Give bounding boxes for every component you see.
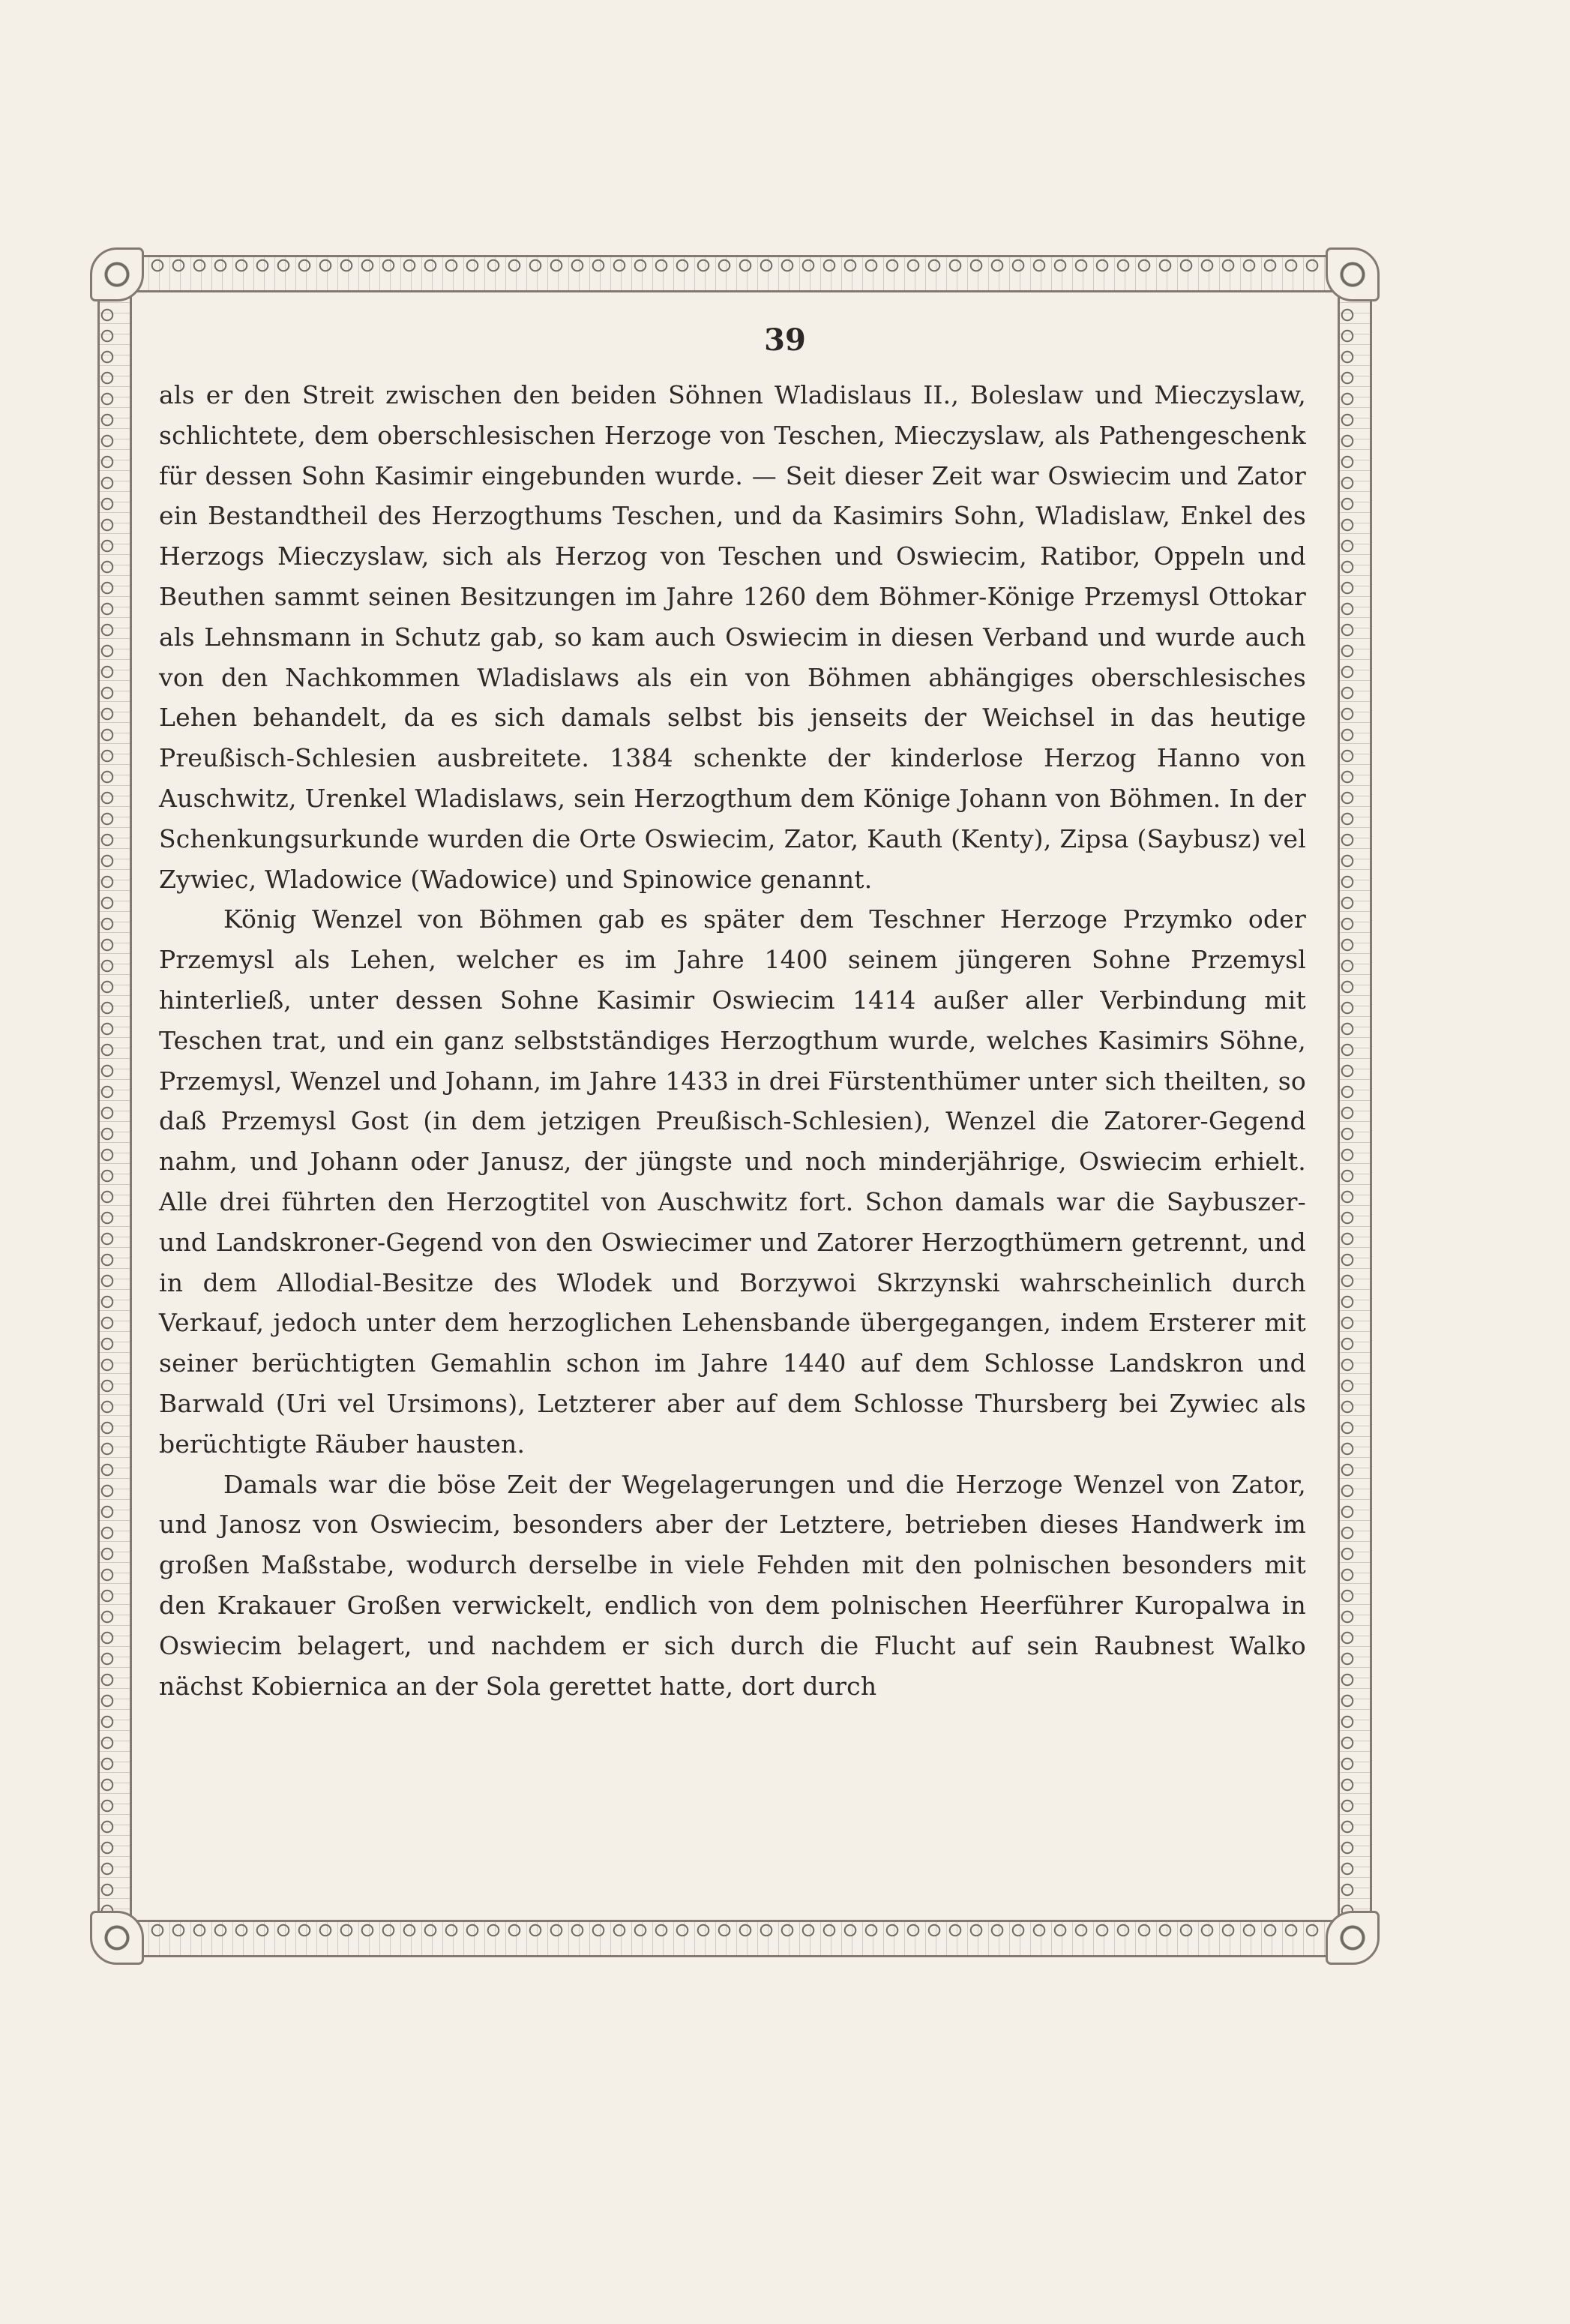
ornament-border-left (97, 283, 132, 1929)
body-text (159, 375, 1306, 1706)
ornament-border-bottom (126, 1920, 1344, 1957)
page-number: 39 (764, 322, 806, 358)
ornament-border-right (1338, 283, 1372, 1929)
paragraph: König Wenzel von Böhmen gab es später dem Teschner Herzoge Przymko oder Przemysl als Lehen, welcher es im Jahre 1400 seinem jüngeren Sohne Przemysl hinterließ, unter dessen Sohne Kasimir Oswiecim 1414 außer aller Verbindung mit Teschen trat, und ein ganz selbstständiges Herzogthum wurde, welches Kasimirs Söhne, Przemysl, Wenzel und Johann, im Jahre 1433 in drei Fürstenthümer unter sich theilten, so daß Przemysl Gost (in dem jetzigen Preußisch-Schlesien), Wenzel die Zatorer-Gegend nahm, und Johann oder Janusz, der jüngste und noch minderjährige, Oswiecim erhielt. Alle drei führten den Herzogtitel von Auschwitz fort. Schon damals war die Saybuszer- und Landskroner-Gegend von den Oswiecimer und Zatorer Herzogthümern getrennt, und in dem Allodial-Besitze des Wlodek und Borzywoi Skrzynski wahrscheinlich durch Verkauf, jedoch unter dem herzoglichen Lehensbande übergegangen, indem Ersterer mit seiner berüchtigten Gemahlin schon im Jahre 1440 auf dem Schlosse Landskron und Barwald (Uri vel Ursimons), Letzterer aber auf dem Schlosse Thursberg bei Zywiec als berüchtigte Räuber hausten. (159, 904, 1306, 1459)
paragraph: Damals war die böse Zeit der Wegelagerungen und die Herzoge Wenzel von Zator, und Janosz von Oswiecim, besonders aber der Letztere, betrieben dieses Handwerk im großen Maßstabe, wodurch derselbe in viele Fehden mit den polnischen besonders mit den Krakauer Großen verwickelt, endlich von dem polnischen Heerführer Kuropalwa in Oswiecim belagert, und nachdem er sich durch die Flucht auf sein Raubnest Walko nächst Kobiernica an der Sola gerettet hatte, dort durch (159, 1469, 1306, 1701)
ornament-corner-bottom-left (90, 1911, 144, 1965)
ornament-corner-top-right (1326, 247, 1380, 301)
ornament-border-top (126, 255, 1344, 292)
ornament-corner-top-left (90, 247, 144, 301)
ornament-corner-bottom-right (1326, 1911, 1380, 1965)
paragraph: als er den Streit zwischen den beiden Söhnen Wladislaus II., Boleslaw und Mieczyslaw, schlichtete, dem oberschlesischen Herzoge von Teschen, Mieczyslaw, als Pathengeschenk für dessen Sohn Kasimir eingebunden wurde. — Seit dieser Zeit war Oswiecim und Zator ein Bestandtheil des Herzogthums Teschen, und da Kasimirs Sohn, Wladislaw, Enkel des Herzogs Mieczyslaw, sich als Herzog von Teschen und Oswiecim, Ratibor, Oppeln und Beuthen sammt seinen Besitzungen im Jahre 1260 dem Böhmer-Könige Przemysl Ottokar als Lehnsmann in Schutz gab, so kam auch Oswiecim in diesen Verband und wurde auch von den Nachkommen Wladislaws als ein von Böhmen abhängiges oberschlesisches Lehen behandelt, da es sich damals selbst bis jenseits der Weichsel in das heutige Preußisch-Schlesien ausbreitete. 1384 schenkte der kinderlose Herzog Hanno von Auschwitz, Urenkel Wladislaws, sein Herzogthum dem Könige Johann von Böhmen. In der Schenkungsurkunde wurden die Orte Oswiecim, Zator, Kauth (Kenty), Zipsa (Saybusz) vel Zywiec, Wladowice (Wadowice) und Spinowice genannt. (159, 380, 1306, 894)
